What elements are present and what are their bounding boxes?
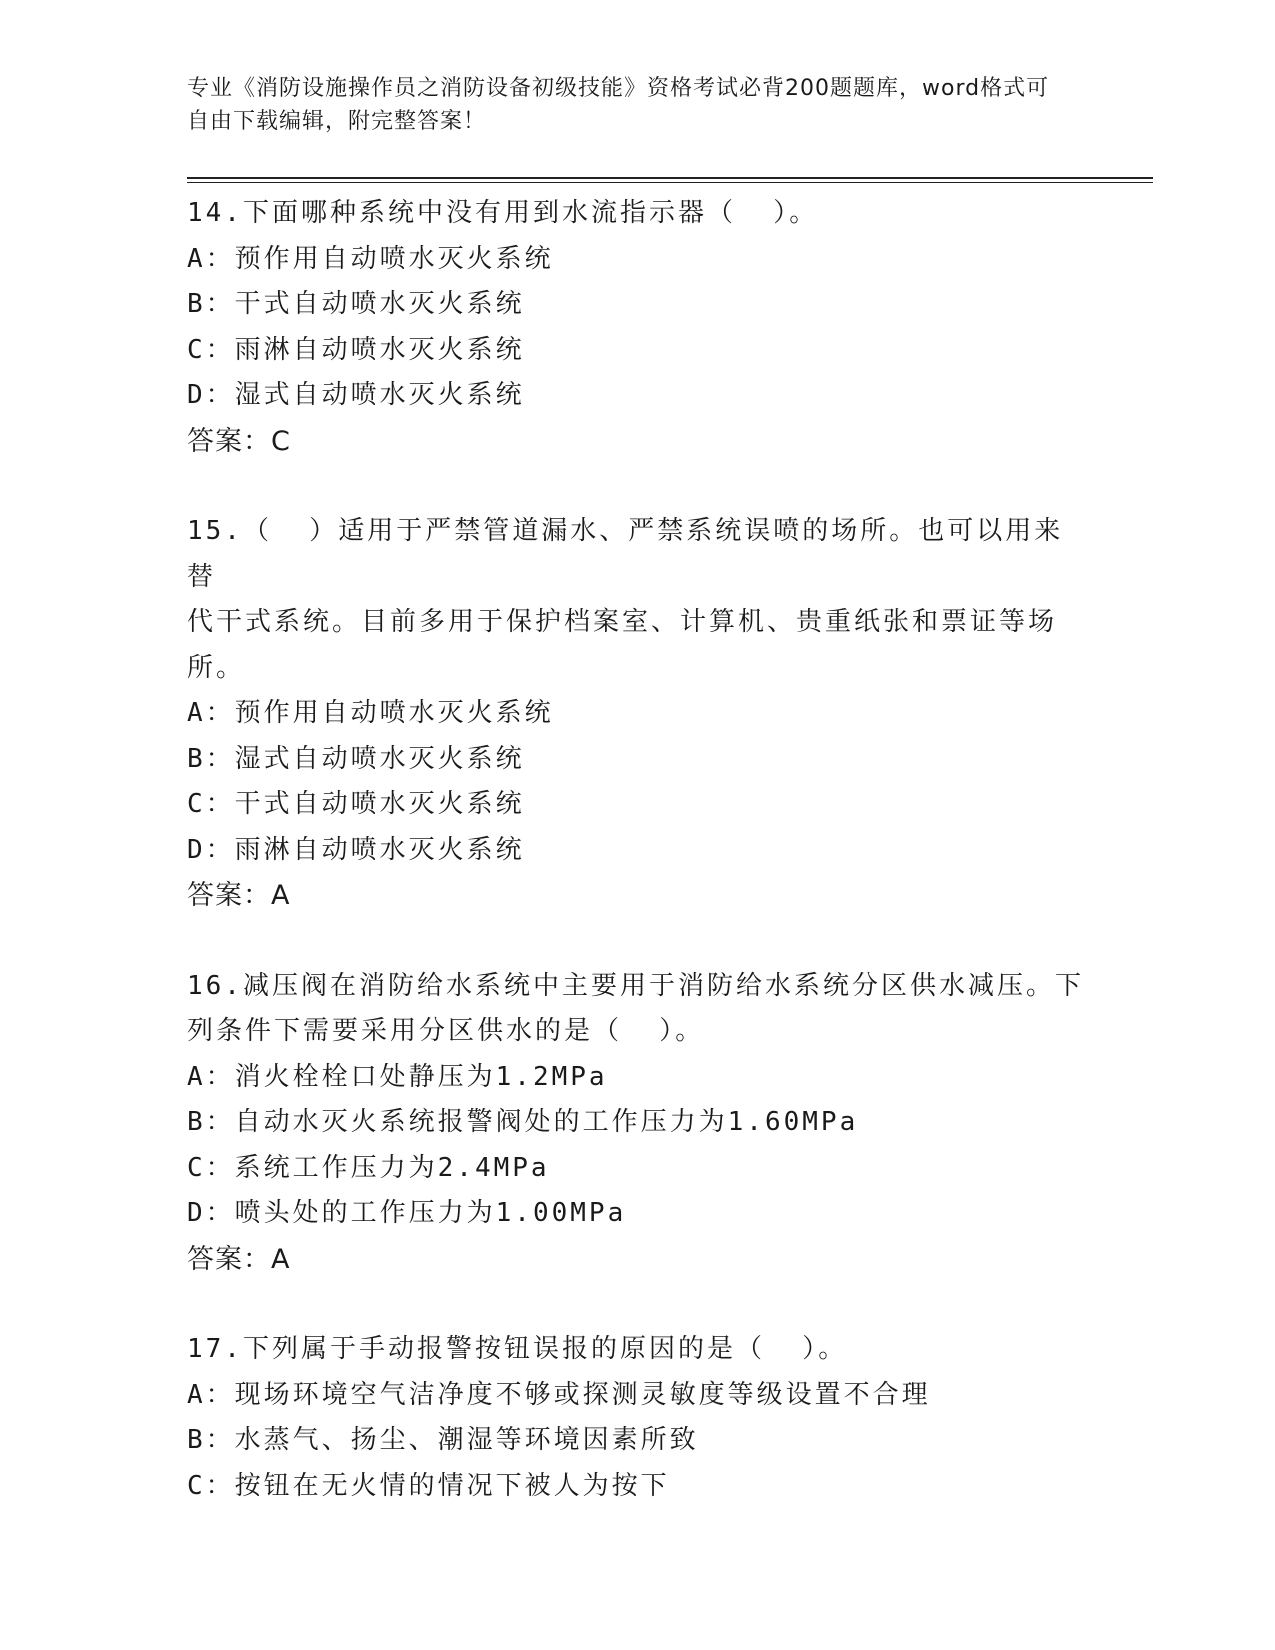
question-stem: 16.减压阀在消防给水系统中主要用于消防给水系统分区供水减压。下 bbox=[187, 970, 1084, 1001]
option-c: C：系统工作压力为2.4MPa bbox=[187, 1152, 550, 1183]
question-stem: 17.下列属于手动报警按钮误报的原因的是（ ）。 bbox=[187, 1334, 848, 1364]
question-14 bbox=[187, 191, 1087, 464]
option-c: C：干式自动喷水灭火系统 bbox=[187, 789, 525, 819]
question-list bbox=[187, 191, 1087, 1554]
question-stem-continued: 代干式系统。目前多用于保护档案室、计算机、贵重纸张和票证等场 bbox=[187, 607, 1058, 637]
question-stem-continued: 列条件下需要采用分区供水的是（ ）。 bbox=[187, 1016, 705, 1046]
option-a: A：预作用自动喷水灭火系统 bbox=[187, 243, 554, 274]
option-b: B：干式自动喷水灭火系统 bbox=[187, 289, 525, 319]
option-a: A：现场环境空气洁净度不够或探测灵敏度等级设置不合理 bbox=[187, 1379, 931, 1410]
question-stem: 14.下面哪种系统中没有用到水流指示器（ ）。 bbox=[187, 198, 819, 228]
option-b: B：湿式自动喷水灭火系统 bbox=[187, 743, 525, 774]
question-17 bbox=[187, 1327, 1087, 1509]
question-stem: 15.（ ）适用于严禁管道漏水、严禁系统误喷的场所。也可以用来替 bbox=[187, 516, 1064, 592]
header-rule-thin bbox=[187, 182, 1153, 183]
question-stem-continued: 所。 bbox=[187, 652, 246, 683]
option-c: C：按钮在无火情的情况下被人为按下 bbox=[187, 1470, 670, 1501]
question-16 bbox=[187, 964, 1087, 1283]
option-b: B：水蒸气、扬尘、潮湿等环境因素所致 bbox=[187, 1425, 699, 1455]
option-c: C：雨淋自动喷水灭火系统 bbox=[187, 334, 525, 365]
option-d: D：湿式自动喷水灭火系统 bbox=[187, 380, 525, 410]
answer: 答案：C bbox=[187, 425, 291, 457]
header-rule-thick bbox=[187, 177, 1153, 179]
option-b: B：自动水灭火系统报警阀处的工作压力为1.60MPa bbox=[187, 1107, 859, 1137]
document-header: 专业《消防设施操作员之消防设备初级技能》资格考试必背200题题库，word格式可自由下载编辑，附完整答案！ bbox=[187, 76, 1050, 134]
answer: 答案：A bbox=[187, 1243, 291, 1275]
option-a: A：预作用自动喷水灭火系统 bbox=[187, 698, 554, 728]
option-d: D：喷头处的工作压力为1.00MPa bbox=[187, 1198, 627, 1228]
answer: 答案：A bbox=[187, 880, 291, 911]
option-d: D：雨淋自动喷水灭火系统 bbox=[187, 834, 525, 865]
option-a: A：消火栓栓口处静压为1.2MPa bbox=[187, 1061, 608, 1092]
question-15 bbox=[187, 509, 1087, 919]
